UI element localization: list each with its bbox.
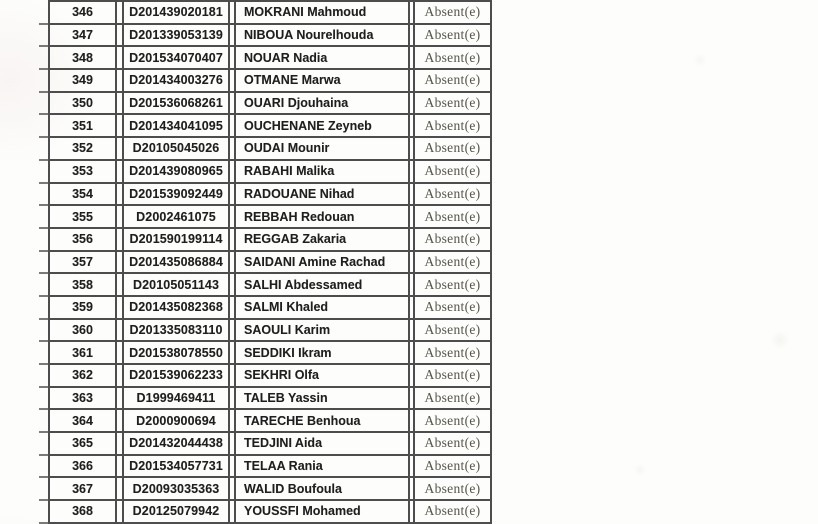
column-spacer — [117, 274, 124, 295]
candidate-name-cell: TALEB Yassin — [236, 388, 410, 409]
status-cell: Absent(e) — [415, 297, 492, 318]
candidate-name-cell: YOUSSFI Mohamed — [236, 501, 410, 522]
status-cell: Absent(e) — [415, 501, 492, 522]
column-spacer — [117, 161, 124, 182]
candidate-name-cell: TELAA Rania — [236, 456, 410, 477]
row-number-cell: 363 — [48, 388, 117, 409]
candidate-id-cell: D201539092449 — [124, 184, 230, 205]
table-row — [48, 184, 492, 207]
row-number-cell: 356 — [48, 229, 117, 250]
table-row — [48, 93, 492, 116]
candidate-id-cell: D201432044438 — [124, 433, 230, 454]
status-cell: Absent(e) — [415, 115, 492, 136]
candidate-name-cell: OUCHENANE Zeyneb — [236, 115, 410, 136]
column-spacer — [117, 2, 124, 23]
candidate-name-cell: TARECHE Benhoua — [236, 410, 410, 431]
status-cell: Absent(e) — [415, 70, 492, 91]
row-number-cell: 354 — [48, 184, 117, 205]
status-cell: Absent(e) — [415, 206, 492, 227]
status-cell: Absent(e) — [415, 161, 492, 182]
status-cell: Absent(e) — [415, 410, 492, 431]
candidate-id-cell: D20125079942 — [124, 501, 230, 522]
column-spacer — [117, 433, 124, 454]
column-spacer — [117, 206, 124, 227]
column-spacer — [117, 297, 124, 318]
candidate-id-cell: D201434003276 — [124, 70, 230, 91]
candidate-name-cell: SEDDIKI Ikram — [236, 342, 410, 363]
status-cell: Absent(e) — [415, 456, 492, 477]
row-number-cell: 353 — [48, 161, 117, 182]
candidate-name-cell: OUARI Djouhaina — [236, 93, 410, 114]
row-number-cell: 350 — [48, 93, 117, 114]
column-spacer — [117, 47, 124, 68]
candidate-id-cell: D201536068261 — [124, 93, 230, 114]
table-row — [48, 433, 492, 456]
table-row — [48, 297, 492, 320]
candidate-name-cell: WALID Boufoula — [236, 478, 410, 499]
candidate-name-cell: RADOUANE Nihad — [236, 184, 410, 205]
row-number-cell: 359 — [48, 297, 117, 318]
status-cell: Absent(e) — [415, 93, 492, 114]
candidate-name-cell: NIBOUA Nourelhouda — [236, 25, 410, 46]
table-row — [48, 138, 492, 161]
candidate-id-cell: D201435086884 — [124, 252, 230, 273]
status-cell: Absent(e) — [415, 274, 492, 295]
candidate-id-cell: D201534070407 — [124, 47, 230, 68]
row-number-cell: 360 — [48, 320, 117, 341]
table-row — [48, 456, 492, 479]
column-spacer — [117, 478, 124, 499]
candidate-id-cell: D201590199114 — [124, 229, 230, 250]
status-cell: Absent(e) — [415, 138, 492, 159]
candidate-name-cell: SEKHRI Olfa — [236, 365, 410, 386]
candidate-id-cell: D2002461075 — [124, 206, 230, 227]
column-spacer — [117, 410, 124, 431]
table-row — [48, 501, 492, 524]
row-number-cell: 351 — [48, 115, 117, 136]
status-cell: Absent(e) — [415, 252, 492, 273]
row-number-cell: 358 — [48, 274, 117, 295]
row-number-cell: 352 — [48, 138, 117, 159]
table-row — [48, 25, 492, 48]
status-cell: Absent(e) — [415, 365, 492, 386]
candidate-id-cell: D20105051143 — [124, 274, 230, 295]
candidate-name-cell: NOUAR Nadia — [236, 47, 410, 68]
status-cell: Absent(e) — [415, 184, 492, 205]
candidate-id-cell: D20105045026 — [124, 138, 230, 159]
attendance-table — [48, 0, 492, 524]
candidate-id-cell: D201538078550 — [124, 342, 230, 363]
table-row — [48, 2, 492, 25]
status-cell: Absent(e) — [415, 433, 492, 454]
column-spacer — [117, 365, 124, 386]
row-number-cell: 355 — [48, 206, 117, 227]
candidate-id-cell: D201439020181 — [124, 2, 230, 23]
status-cell: Absent(e) — [415, 320, 492, 341]
column-spacer — [117, 138, 124, 159]
candidate-id-cell: D20093035363 — [124, 478, 230, 499]
table-row — [48, 252, 492, 275]
candidate-id-cell: D201439080965 — [124, 161, 230, 182]
row-number-cell: 366 — [48, 456, 117, 477]
candidate-name-cell: SAIDANI Amine Rachad — [236, 252, 410, 273]
row-number-cell: 349 — [48, 70, 117, 91]
column-spacer — [117, 229, 124, 250]
column-spacer — [117, 252, 124, 273]
column-spacer — [117, 115, 124, 136]
candidate-id-cell: D201534057731 — [124, 456, 230, 477]
row-number-cell: 357 — [48, 252, 117, 273]
status-cell: Absent(e) — [415, 342, 492, 363]
table-row — [48, 161, 492, 184]
candidate-name-cell: TEDJINI Aida — [236, 433, 410, 454]
status-cell: Absent(e) — [415, 229, 492, 250]
row-number-cell: 362 — [48, 365, 117, 386]
table-row — [48, 229, 492, 252]
table-row — [48, 410, 492, 433]
table-row — [48, 274, 492, 297]
candidate-name-cell: MOKRANI Mahmoud — [236, 2, 410, 23]
table-row — [48, 478, 492, 501]
column-spacer — [117, 501, 124, 522]
table-row — [48, 47, 492, 70]
row-number-cell: 347 — [48, 25, 117, 46]
candidate-name-cell: OTMANE Marwa — [236, 70, 410, 91]
column-spacer — [117, 456, 124, 477]
candidate-name-cell: SALHI Abdessamed — [236, 274, 410, 295]
row-number-cell: 365 — [48, 433, 117, 454]
status-cell: Absent(e) — [415, 25, 492, 46]
candidate-id-cell: D201335083110 — [124, 320, 230, 341]
candidate-id-cell: D201434041095 — [124, 115, 230, 136]
table-row — [48, 388, 492, 411]
candidate-id-cell: D201539062233 — [124, 365, 230, 386]
status-cell: Absent(e) — [415, 47, 492, 68]
candidate-name-cell: REGGAB Zakaria — [236, 229, 410, 250]
table-row — [48, 342, 492, 365]
row-number-cell: 348 — [48, 47, 117, 68]
candidate-id-cell: D1999469411 — [124, 388, 230, 409]
candidate-name-cell: RABAHI Malika — [236, 161, 410, 182]
row-number-cell: 364 — [48, 410, 117, 431]
candidate-id-cell: D201339053139 — [124, 25, 230, 46]
candidate-id-cell: D201435082368 — [124, 297, 230, 318]
column-spacer — [117, 25, 124, 46]
table-row — [48, 70, 492, 93]
table-row — [48, 115, 492, 138]
table-row — [48, 365, 492, 388]
status-cell: Absent(e) — [415, 388, 492, 409]
candidate-name-cell: SALMI Khaled — [236, 297, 410, 318]
column-spacer — [117, 70, 124, 91]
row-number-cell: 367 — [48, 478, 117, 499]
candidate-name-cell: OUDAI Mounir — [236, 138, 410, 159]
candidate-id-cell: D2000900694 — [124, 410, 230, 431]
row-number-cell: 361 — [48, 342, 117, 363]
candidate-name-cell: SAOULI Karim — [236, 320, 410, 341]
column-spacer — [117, 388, 124, 409]
row-number-cell: 346 — [48, 2, 117, 23]
column-spacer — [117, 342, 124, 363]
status-cell: Absent(e) — [415, 2, 492, 23]
column-spacer — [117, 93, 124, 114]
candidate-name-cell: REBBAH Redouan — [236, 206, 410, 227]
status-cell: Absent(e) — [415, 478, 492, 499]
column-spacer — [117, 320, 124, 341]
table-row — [48, 206, 492, 229]
column-spacer — [117, 184, 124, 205]
table-row — [48, 320, 492, 343]
row-number-cell: 368 — [48, 501, 117, 522]
